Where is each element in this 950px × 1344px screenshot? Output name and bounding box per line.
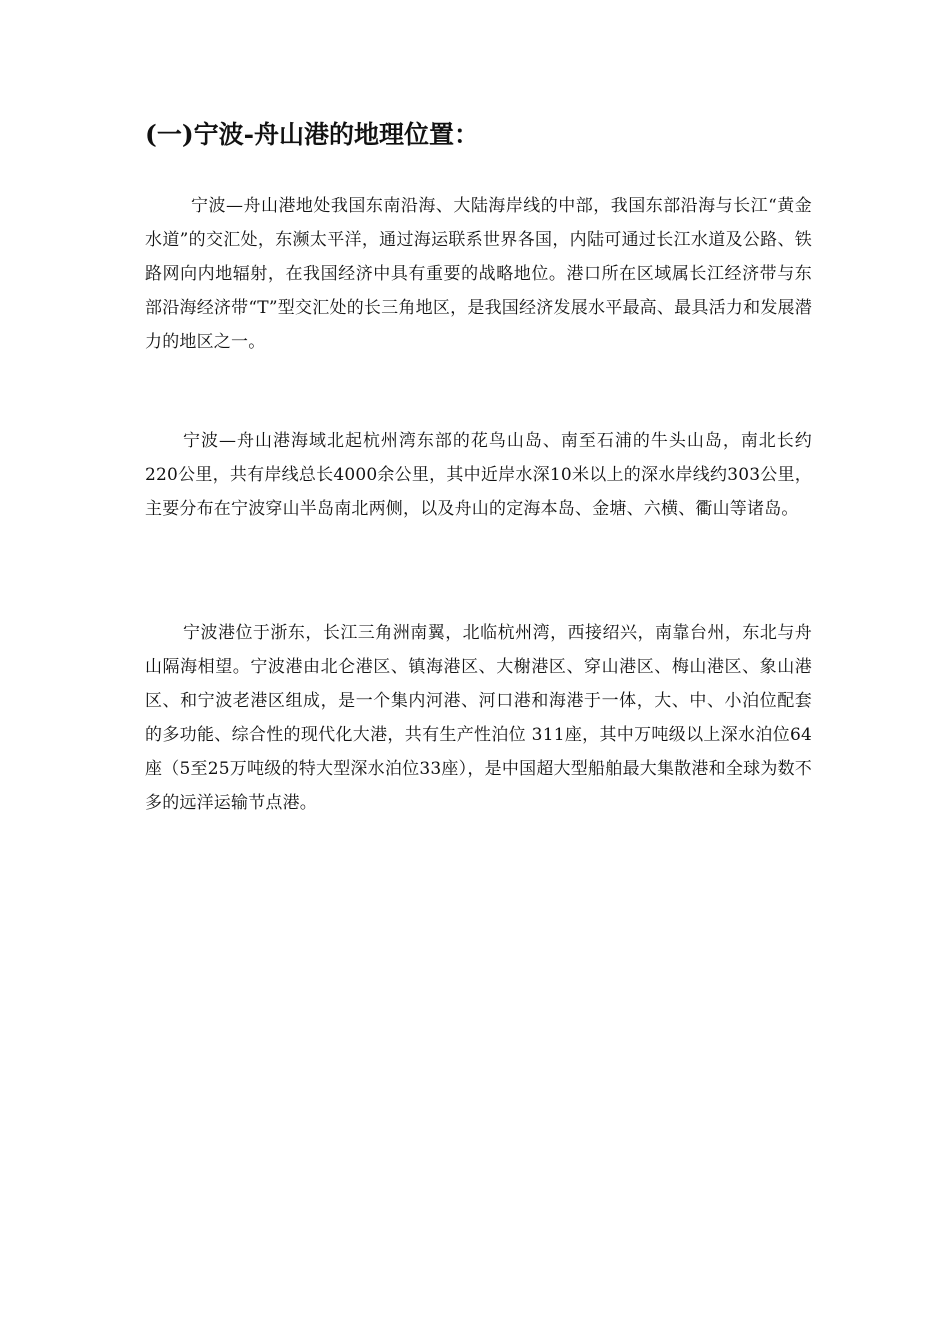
section-heading: (一)宁波-舟山港的地理位置： — [145, 120, 480, 149]
paragraph-ningbo-port: 宁波港位于浙东，长江三角洲南翼，北临杭州湾，西接绍兴，南靠台州，东北与舟山隔海相望。宁波港由北仑港区、镇海港区、大榭港区、穿山港区、梅山港区、象山港区、和宁波老港区组成，是一个集内河港、河口港和海港于一体，大、中、小泊位配套的多功能、综合性的现代化大港，共有生产性泊位 311座，其中万吨级以上深水泊位64座（5至25万吨级的特大型深水泊位33座），是中国超大型船舶最大集散港和全球为数不多的远洋运输节点港。 — [145, 623, 812, 813]
paragraph-location-overview: 宁波—舟山港地处我国东南沿海、大陆海岸线的中部，我国东部沿海与长江“黄金水道”的交汇处，东濒太平洋，通过海运联系世界各国，内陆可通过长江水道及公路、铁路网向内地辐射，在我国经济中具有重要的战略地位。港口所在区域属长江经济带与东部沿海经济带“T”型交汇处的长三角地区，是我国经济发展水平最高、最具活力和发展潜力的地区之一。 — [145, 196, 812, 352]
paragraph-sea-area: 宁波—舟山港海域北起杭州湾东部的花鸟山岛、南至石浦的牛头山岛，南北长约220公里，共有岸线总长4000余公里，其中近岸水深10米以上的深水岸线约303公里，主要分布在宁波穿山半岛南北两侧，以及舟山的定海本岛、金塘、六横、衢山等诸岛。 — [145, 431, 812, 519]
